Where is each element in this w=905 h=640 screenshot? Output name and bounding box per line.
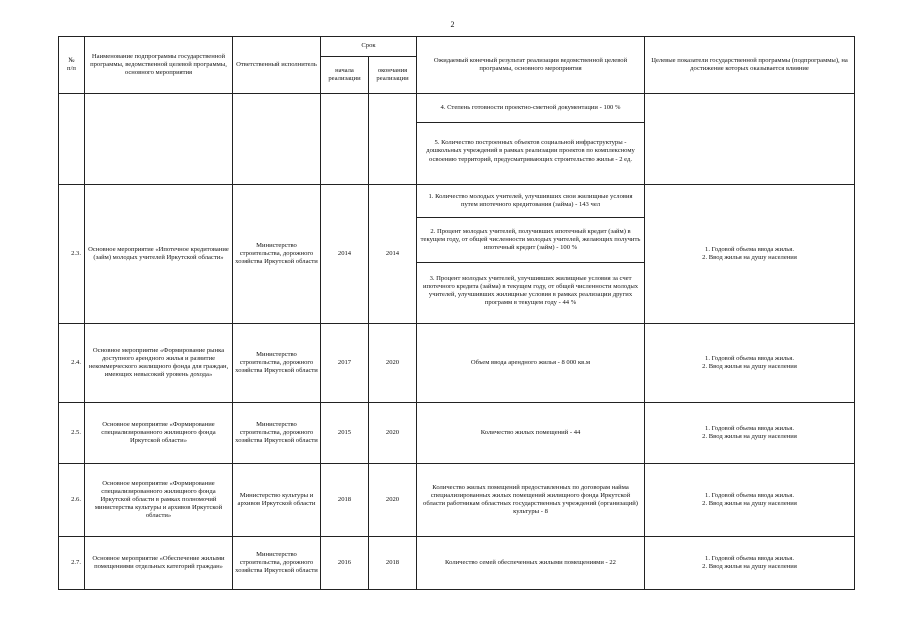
row-name: Основное мероприятие «Обеспечение жилыми помещениями отдельных категорий граждан» [85, 537, 233, 590]
row-responsible: Министерство строительства, дорожного хозяйства Иркутской области [233, 403, 321, 464]
row-result: Объем ввода арендного жилья - 8 000 кв.м [417, 324, 645, 403]
row-responsible: Министерство строительства, дорожного хозяйства Иркутской области [233, 324, 321, 403]
row-name: Основное мероприятие «Формирование специализированного жилищного фонда Иркутской области в рамках полномочий министерства культуры и архивов Иркутской области» [85, 464, 233, 537]
header-start: начала реализации [321, 57, 369, 94]
header-responsible: Ответственный исполнитель [233, 37, 321, 94]
page-number: 2 [450, 20, 455, 29]
row-name: Основное мероприятие «Формирование рынка доступного арендного жилья и развитие некоммерческого жилищного фонда для граждан, имеющих невысокий уровень дохода» [85, 324, 233, 403]
row-end: 2020 [369, 464, 417, 537]
table-row-continued [59, 94, 855, 185]
row-number: 2.6. [59, 464, 85, 537]
row-number: 2.3. [59, 185, 85, 324]
row-targets: 1. Годовой объема ввода жилья. 2. Ввод жилья на душу населения [645, 324, 855, 403]
table-row [59, 324, 855, 403]
result-item: 1. Количество молодых учителей, улучшивших свои жилищные условия путем ипотечного кредитования (займа) - 143 чел [417, 185, 644, 218]
row-responsible: Министерство строительства, дорожного хозяйства Иркутской области [233, 537, 321, 590]
row-number: 2.5. [59, 403, 85, 464]
row-responsible: Министерство культуры и архивов Иркутской области [233, 464, 321, 537]
header-targets: Целевые показатели государственной программы (подпрограммы), на достижение которых оказывается влияние [645, 37, 855, 94]
row-result: Количество жилых помещений предоставленных по договорам найма специализированных жилых помещений жилищного фонда Иркутской области работникам областных государственных учреждений (организаций) культуры - 8 [417, 464, 645, 537]
row-end: 2020 [369, 403, 417, 464]
row-number: 2.7. [59, 537, 85, 590]
row-name: Основное мероприятие «Формирование специализированного жилищного фонда Иркутской области» [85, 403, 233, 464]
row-start: 2018 [321, 464, 369, 537]
row-targets: 1. Годовой объема ввода жилья. 2. Ввод жилья на душу населения [645, 464, 855, 537]
row-start: 2014 [321, 185, 369, 324]
row-responsible: Министерство строительства, дорожного хозяйства Иркутской области [233, 185, 321, 324]
header-result: Ожидаемый конечный результат реализации ведомственной целевой программы, основного мероприятия [417, 37, 645, 94]
row-targets: 1. Годовой объема ввода жилья. 2. Ввод жилья на душу населения [645, 403, 855, 464]
result-item: 4. Степень готовности проектно-сметной документации - 100 % [417, 94, 644, 123]
row-end: 2018 [369, 537, 417, 590]
result-cell [417, 94, 645, 185]
row-start: 2016 [321, 537, 369, 590]
row-targets: 1. Годовой объема ввода жилья. 2. Ввод жилья на душу населения [645, 537, 855, 590]
row-targets: 1. Годовой объема ввода жилья. 2. Ввод жилья на душу населения [645, 185, 855, 324]
row-name: Основное мероприятие «Ипотечное кредитование (займ) молодых учителей Иркутской области» [85, 185, 233, 324]
row-result: Количество семей обеспеченных жилыми помещениями - 22 [417, 537, 645, 590]
header-end: окончания реализации [369, 57, 417, 94]
header-row-1 [59, 37, 855, 57]
result-item: 5. Количество построенных объектов социальной инфраструктуры - дошкольных учреждений в рамках реализации проектов по комплексному освоению территорий, предусматривающих строительство жилья - 2 ед. [426, 139, 635, 163]
table-row [59, 403, 855, 464]
header-num: № п/п [59, 37, 85, 94]
header-term: Срок [321, 37, 417, 57]
table-row [59, 537, 855, 590]
row-start: 2015 [321, 403, 369, 464]
table-row [59, 464, 855, 537]
row-start: 2017 [321, 324, 369, 403]
table-row [59, 185, 855, 324]
result-item: 3. Процент молодых учителей, улучшивших жилищные условия за счет ипотечного кредита (займа) в текущем году, от общей численности молодых учителей, улучшивших жилищные условия в рамках реализации других программ в текущем году - 44 % [422, 274, 639, 307]
program-table [58, 36, 855, 590]
row-end: 2020 [369, 324, 417, 403]
result-item: 2. Процент молодых учителей, получивших ипотечный кредит (займ) в текущем году, от общей численности молодых учителей, желающих получить ипотечный кредит (займ) - 100 % [417, 218, 644, 263]
row-end: 2014 [369, 185, 417, 324]
header-name: Наименование подпрограммы государственной программы, ведомственной целевой программы, основного мероприятия [85, 37, 233, 94]
row-number: 2.4. [59, 324, 85, 403]
result-cell [417, 185, 645, 324]
row-result: Количество жилых помещений - 44 [417, 403, 645, 464]
